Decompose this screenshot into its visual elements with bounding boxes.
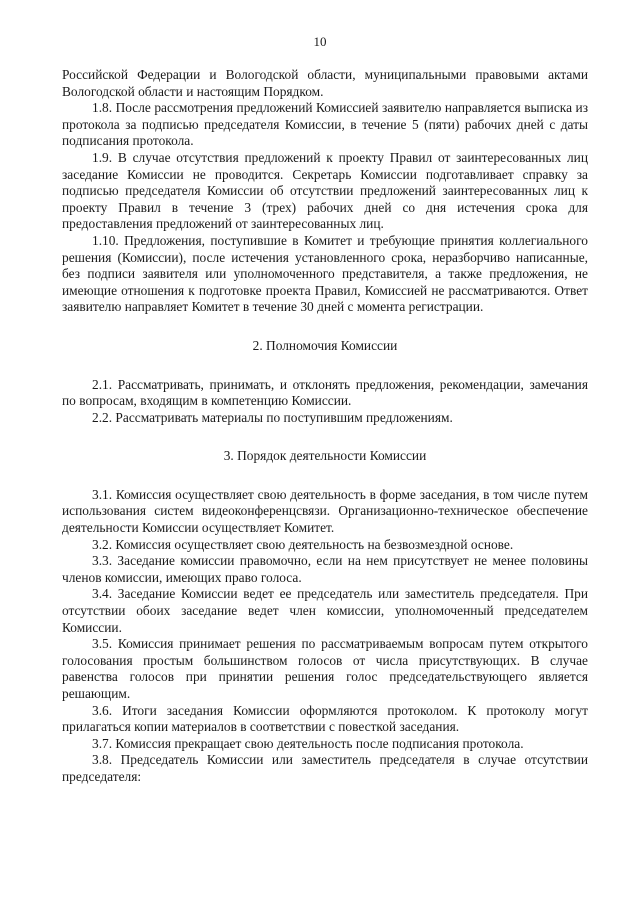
clause-3-5: 3.5. Комиссия принимает решения по рассматриваемым вопросам путем открытого голосования простым большинством голосов от числа присутствующих. В случае равенства голосов при принятии решения голос председательствующего является решающим. <box>62 636 588 701</box>
intro-paragraph: Российской Федерации и Вологодской области, муниципальными правовыми актами Вологодской области и настоящим Порядком. <box>62 67 588 99</box>
clause-3-1: 3.1. Комиссия осуществляет свою деятельность в форме заседания, в том числе путем использования систем видеоконференцсвязи. Организационно-техническое обеспечение деятельности Комиссии осуществляет Комитет. <box>62 486 588 536</box>
page-number: 10 <box>313 34 327 49</box>
clause-3-3: 3.3. Заседание комиссии правомочно, если на нем присутствует не менее половины членов комиссии, имеющих право голоса. <box>62 553 588 585</box>
clause-2-2: 2.2. Рассматривать материалы по поступившим предложениям. <box>92 409 453 425</box>
clause-1-8: 1.8. После рассмотрения предложений Комиссией заявителю направляется выписка из протокола за подписью председателя Комиссии, в течение 5 (пяти) рабочих дней с даты подписания протокола. <box>62 100 588 149</box>
clause-3-4: 3.4. Заседание Комиссии ведет ее председатель или заместитель председателя. При отсутствии обоих заседание ведет член комиссии, уполномоченный председателем Комиссии. <box>62 586 588 635</box>
clause-3-2: 3.2. Комиссия осуществляет свою деятельность на безвозмездной основе. <box>92 536 514 552</box>
clause-3-8: 3.8. Председатель Комиссии или заместитель председателя в случае отсутствии председателя: <box>62 752 588 784</box>
clause-2-1: 2.1. Рассматривать, принимать, и отклонять предложения, рекомендации, замечания по вопросам, входящим в компетенцию Комиссии. <box>62 376 588 409</box>
clause-1-10: 1.10. Предложения, поступившие в Комитет и требующие принятия коллегиального решения (Комиссии), после истечения установленного срока, неразборчиво написанные, без подписи заявителя или уполномоченного представителя, а также предложения, не имеющие отношения к подготовке проекта Правил, Комиссией не рассматриваются. Ответ заявителю направляет Комитет в течение 30 дней с момента регистрации. <box>62 232 588 315</box>
clause-3-6: 3.6. Итоги заседания Комиссии оформляются протоколом. К протоколу могут прилагаться копии материалов в соответствии с повесткой заседания. <box>62 702 588 735</box>
section-2-heading: 2. Полномочия Комиссии <box>252 337 398 353</box>
clause-1-9: 1.9. В случае отсутствия предложений к проекту Правил от заинтересованных лиц заседание Комиссии не проводится. Секретарь Комиссии подготавливает справку за подписью председателя Комиссии об отсутствии предложений заинтересованных лиц к проекту Правил в течение 3 (трех) рабочих дней со дня истечения срока для предоставления предложений от заинтересованных лиц. <box>62 149 588 232</box>
clause-3-7: 3.7. Комиссия прекращает свою деятельность после подписания протокола. <box>92 735 524 751</box>
document-body <box>62 67 588 786</box>
section-3-heading: 3. Порядок деятельности Комиссии <box>223 448 427 464</box>
